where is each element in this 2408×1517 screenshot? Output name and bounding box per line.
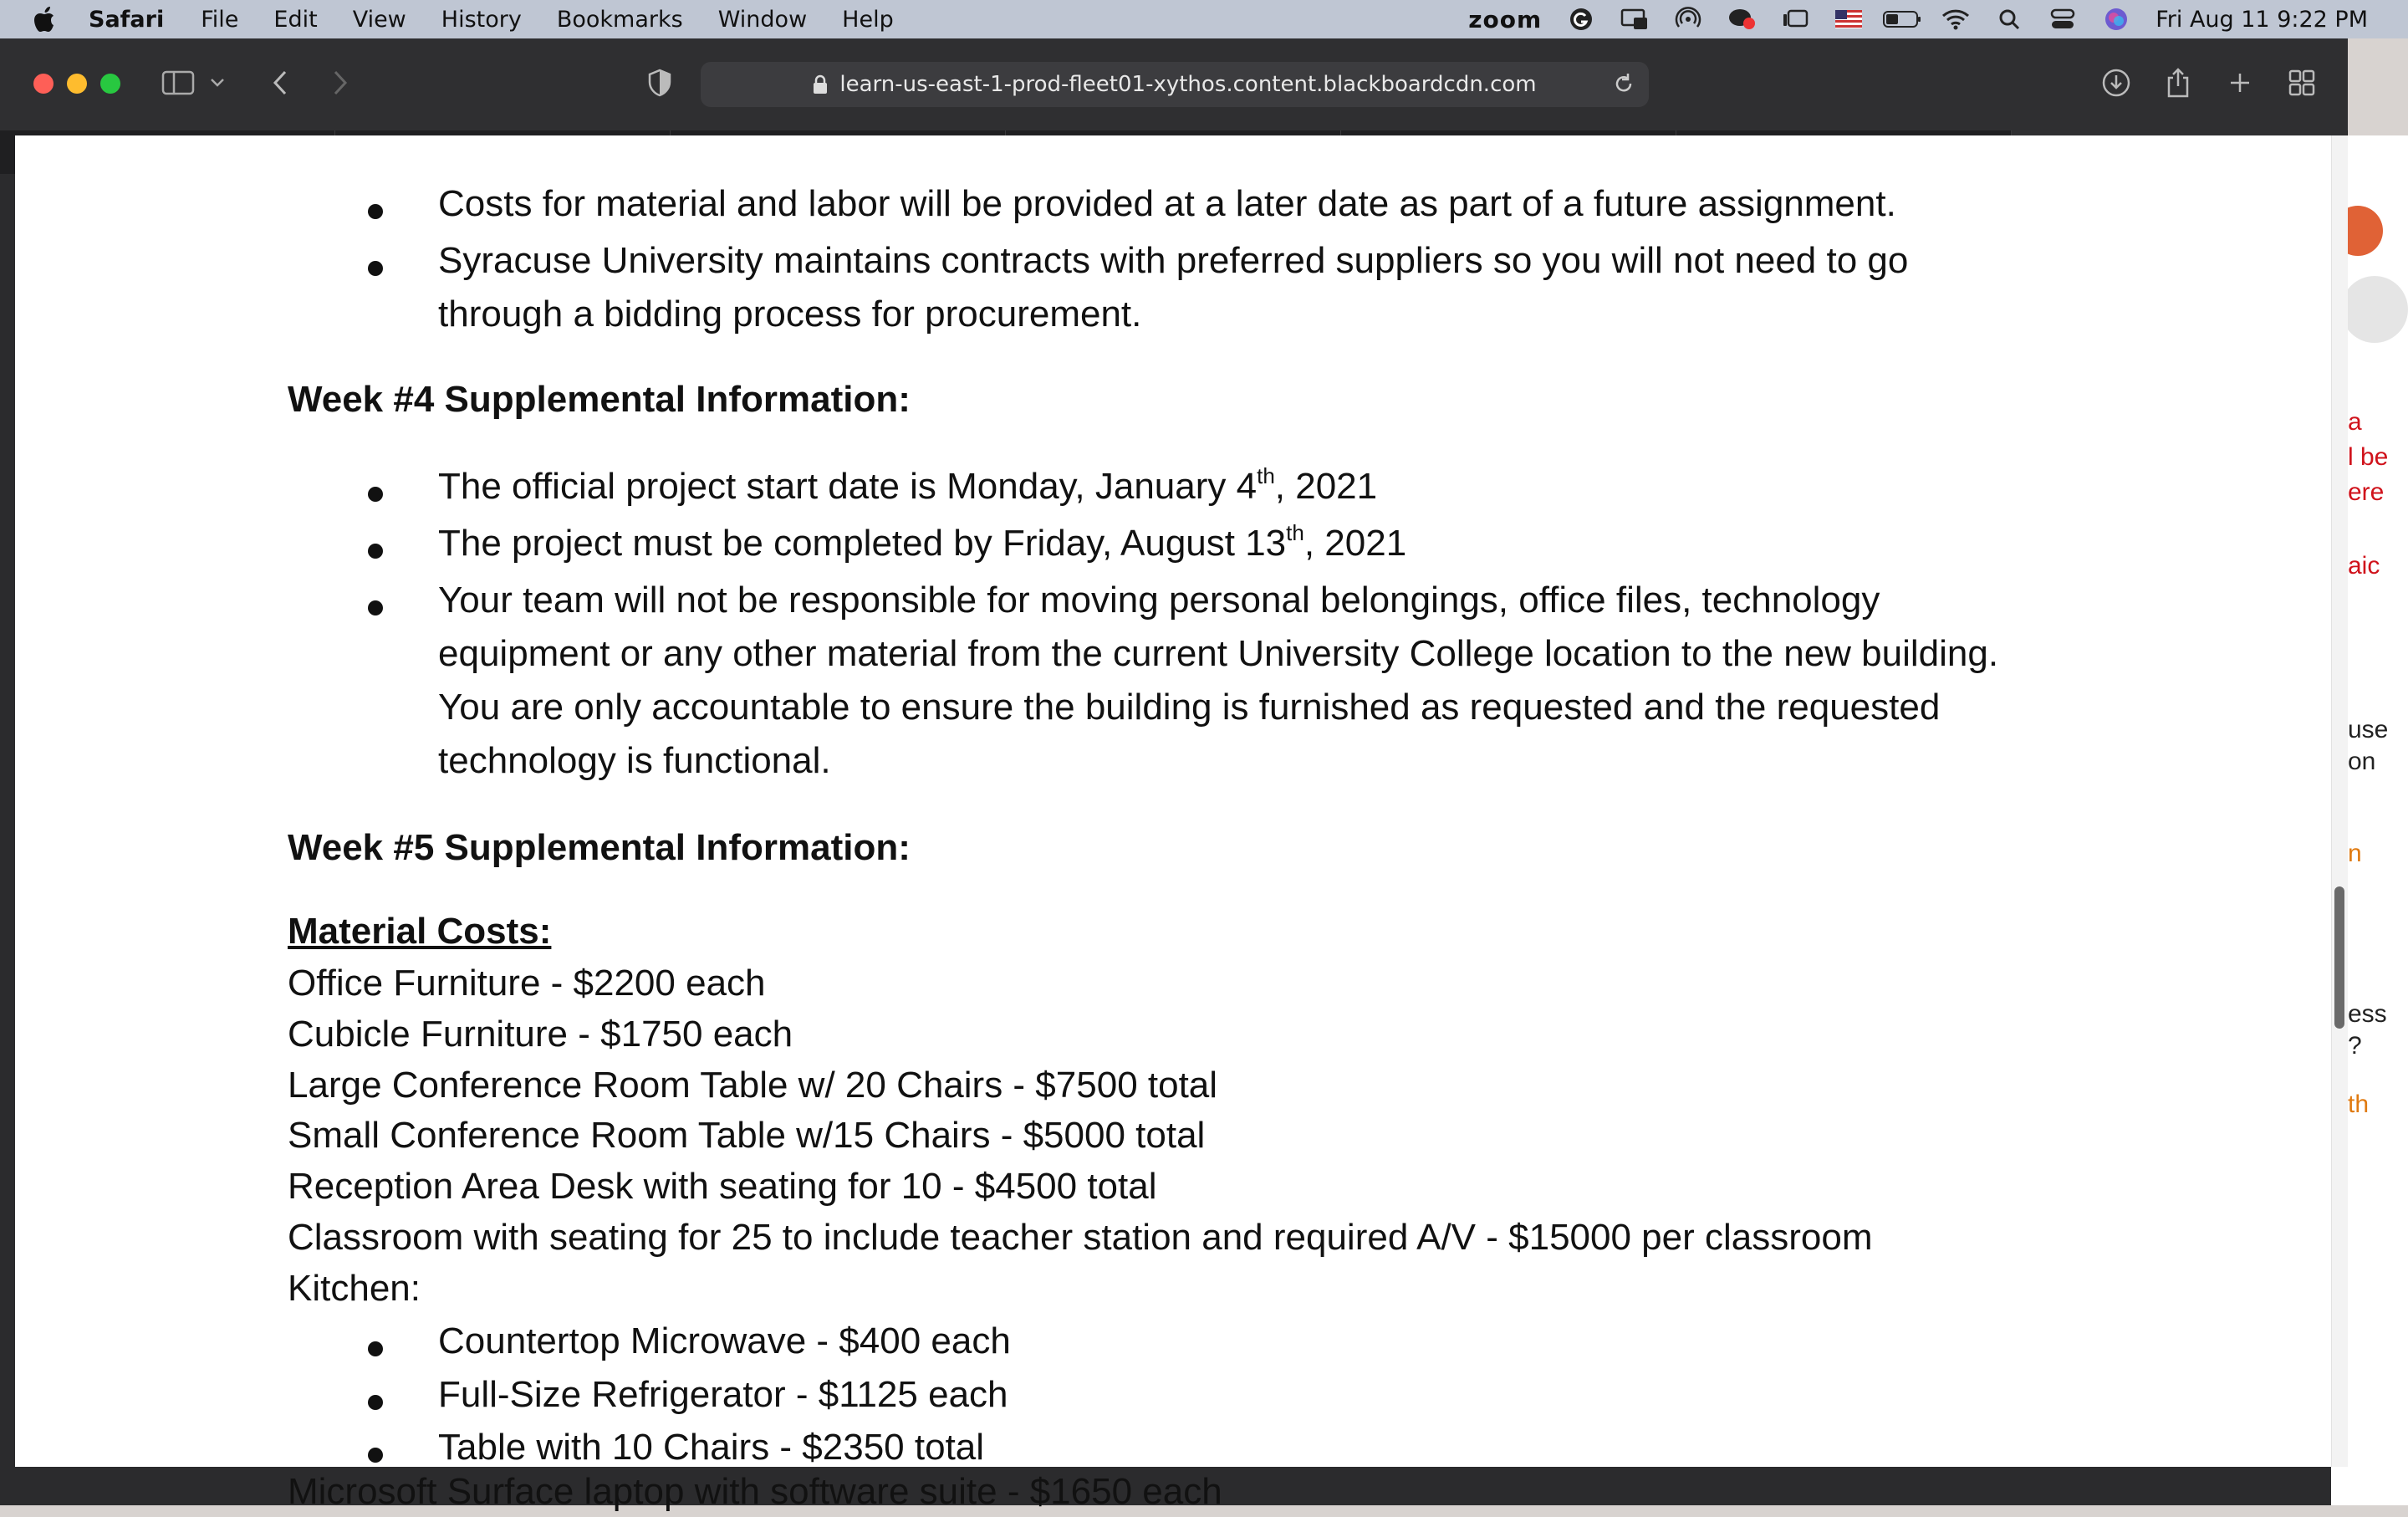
kitchen-item: Table with 10 Chairs - $2350 total bbox=[438, 1427, 985, 1468]
new-tab-icon[interactable] bbox=[2221, 64, 2259, 102]
document-viewer[interactable] bbox=[15, 135, 2331, 1512]
side-text-fragment: ere bbox=[2348, 478, 2385, 506]
spotlight-search-icon[interactable] bbox=[1995, 7, 2023, 32]
menu-help[interactable]: Help bbox=[842, 6, 894, 33]
airdrop-icon[interactable] bbox=[1674, 7, 1702, 32]
kitchen-item: Full-Size Refrigerator - $1125 each bbox=[438, 1374, 1008, 1415]
bullet-text: Costs for material and labor will be provided at a later date as part of a future assignment. bbox=[438, 183, 1896, 224]
clock-text[interactable]: Fri Aug 11 9:22 PM bbox=[2155, 6, 2368, 33]
lock-icon bbox=[813, 74, 828, 94]
background-button bbox=[2341, 276, 2408, 343]
app-name[interactable]: Safari bbox=[89, 6, 165, 33]
ordinal-suffix: th bbox=[1257, 463, 1275, 488]
menu-bar bbox=[0, 0, 2408, 38]
date-text: The official project start date is Monday, January 4 bbox=[438, 466, 1258, 507]
week4-heading: Week #4 Supplemental Information: bbox=[288, 379, 911, 420]
side-text-fragment: ess bbox=[2348, 1000, 2387, 1028]
bullet-icon bbox=[368, 1341, 383, 1356]
cost-line: Office Furniture - $2200 each bbox=[288, 963, 766, 1004]
side-text-fragment: aic bbox=[2348, 552, 2380, 580]
cost-line: Kitchen: bbox=[288, 1268, 421, 1309]
back-arrow-icon[interactable] bbox=[261, 64, 299, 102]
messages-icon[interactable] bbox=[1727, 7, 1756, 32]
menu-bookmarks[interactable]: Bookmarks bbox=[556, 6, 683, 33]
reload-icon[interactable] bbox=[1612, 72, 1635, 95]
scrollbar-thumb[interactable] bbox=[2334, 886, 2344, 1029]
chevron-down-icon[interactable] bbox=[206, 64, 229, 102]
address-bar[interactable] bbox=[701, 62, 1649, 107]
siri-icon[interactable] bbox=[2102, 7, 2130, 32]
close-window-button[interactable] bbox=[33, 74, 54, 94]
bullet-text bbox=[438, 517, 2018, 570]
bullet-icon bbox=[368, 261, 383, 276]
week5-heading: Week #5 Supplemental Information: bbox=[288, 827, 911, 868]
fullscreen-window-button[interactable] bbox=[100, 74, 120, 94]
tab-overview-icon[interactable] bbox=[2283, 64, 2321, 102]
kitchen-item: Countertop Microwave - $400 each bbox=[438, 1320, 1011, 1361]
side-text-fragment: on bbox=[2348, 748, 2376, 775]
bullet-icon bbox=[368, 487, 383, 502]
bullet-text bbox=[438, 460, 2018, 513]
side-text-fragment: l be bbox=[2348, 443, 2389, 471]
battery-icon[interactable] bbox=[1888, 7, 1916, 32]
bullet-text: Your team will not be responsible for moving personal belongings, office files, technology equipment or any other material from the current University College location to the new building. You are only accountable to ensure the building is furnished as requested and the requested technology is functional. bbox=[438, 580, 1999, 781]
bullet-icon bbox=[368, 1395, 383, 1410]
cost-line: Large Conference Room Table w/ 20 Chairs - $7500 total bbox=[288, 1065, 1218, 1106]
year-text: , 2021 bbox=[1303, 523, 1407, 564]
side-text-fragment: ? bbox=[2348, 1032, 2362, 1060]
menu-edit[interactable]: Edit bbox=[273, 6, 318, 33]
forward-arrow-icon[interactable] bbox=[321, 64, 360, 102]
cost-line: Cubicle Furniture - $1750 each bbox=[288, 1014, 793, 1055]
scrollbar-track[interactable] bbox=[2331, 135, 2348, 1467]
side-text-fragment: use bbox=[2348, 716, 2389, 743]
bullet-text: Syracuse University maintains contracts with preferred suppliers so you will not need to go through a bidding process for procurement. bbox=[438, 240, 1909, 335]
date-text: The project must be completed by Friday, August 13 bbox=[438, 523, 1287, 564]
bullet-icon bbox=[368, 544, 383, 559]
menu-window[interactable]: Window bbox=[717, 6, 808, 33]
grammarly-icon[interactable] bbox=[1567, 7, 1595, 32]
stage-manager-icon[interactable] bbox=[1781, 7, 1809, 32]
control-center-icon[interactable] bbox=[2048, 7, 2077, 32]
apple-menu-icon[interactable] bbox=[33, 5, 59, 33]
menu-file[interactable]: File bbox=[201, 6, 239, 33]
screen-mirror-icon[interactable] bbox=[1620, 7, 1649, 32]
material-costs-heading: Material Costs: bbox=[288, 911, 552, 952]
cost-line: Classroom with seating for 25 to include teacher station and required A/V - $15000 per classroom bbox=[288, 1217, 1873, 1258]
side-text-fragment: n bbox=[2348, 840, 2362, 867]
side-text-fragment: th bbox=[2348, 1091, 2370, 1118]
menu-history[interactable]: History bbox=[441, 6, 522, 33]
share-icon[interactable] bbox=[2159, 64, 2197, 102]
cost-line: Microsoft Surface laptop with software suite - $1650 each bbox=[288, 1471, 1222, 1512]
cost-line: Small Conference Room Table w/15 Chairs - $5000 total bbox=[288, 1115, 1206, 1156]
url-text[interactable]: learn-us-east-1-prod-fleet01-xythos.content.blackboardcdn.com bbox=[839, 72, 1537, 97]
us-flag-icon[interactable] bbox=[1834, 7, 1863, 32]
zoom-status-item[interactable]: zoom bbox=[1468, 5, 1543, 33]
minimize-window-button[interactable] bbox=[67, 74, 87, 94]
side-text-fragment: a bbox=[2348, 408, 2362, 436]
sidebar-toggle-icon[interactable] bbox=[159, 64, 197, 102]
cost-line: Reception Area Desk with seating for 10 - $4500 total bbox=[288, 1166, 1157, 1207]
downloads-icon[interactable] bbox=[2097, 64, 2135, 102]
privacy-shield-icon[interactable] bbox=[640, 64, 679, 102]
wifi-icon[interactable] bbox=[1941, 7, 1970, 32]
menu-view[interactable]: View bbox=[352, 6, 406, 33]
bullet-icon bbox=[368, 204, 383, 219]
ordinal-suffix: th bbox=[1286, 520, 1304, 545]
bullet-icon bbox=[368, 1448, 383, 1463]
bullet-icon bbox=[368, 600, 383, 615]
year-text: , 2021 bbox=[1274, 466, 1378, 507]
browser-toolbar bbox=[0, 38, 2348, 130]
